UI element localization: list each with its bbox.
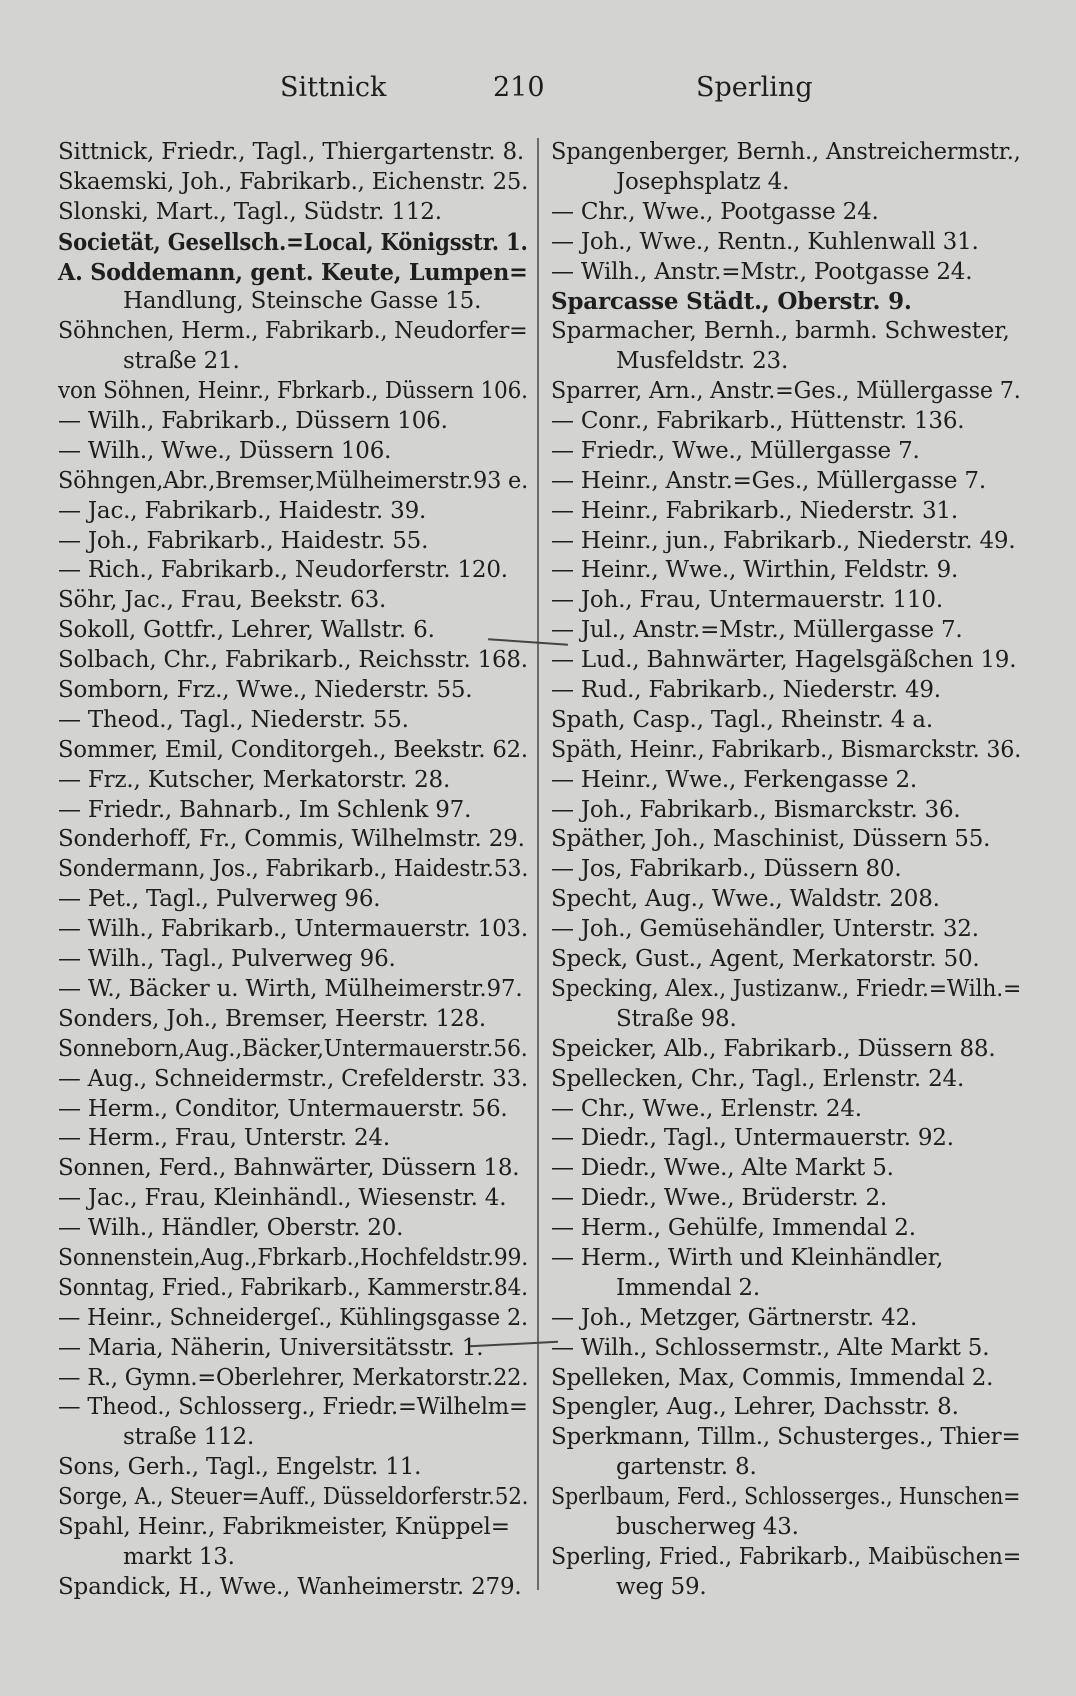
header-last-entry: Sperling [696, 72, 813, 103]
directory-entry: — Wilh., Händler, Oberstr. 20. [58, 1215, 404, 1242]
directory-entry: Späther, Joh., Maschinist, Düssern 55. [551, 826, 991, 853]
directory-entry: — R., Gymn.=Oberlehrer, Merkatorstr.22. [58, 1364, 529, 1391]
directory-entry-continuation: straße 112. [123, 1424, 255, 1451]
directory-entry: Spahl, Heinr., Fabrikmeister, Knüppel= [58, 1513, 510, 1540]
directory-entry: Sonneborn,Aug.,Bäcker,Untermauerstr.56. [58, 1035, 528, 1062]
directory-entry: — Wilh., Schlossermstr., Alte Markt 5. [551, 1334, 990, 1361]
directory-entry: — Jos, Fabrikarb., Düssern 80. [551, 856, 902, 883]
directory-entry: Societät, Gesellsch.=Local, Königsstr. 1. [58, 228, 528, 256]
directory-entry: — Theod., Schlosserg., Friedr.=Wilhelm= [58, 1394, 528, 1421]
directory-entry-continuation: buscherweg 43. [616, 1513, 799, 1540]
directory-entry: Sperlbaum, Ferd., Schlosserges., Hunschen= [551, 1484, 1021, 1511]
directory-entry: Spangenberger, Bernh., Anstreichermstr., [551, 139, 1021, 165]
directory-entry: — Joh., Gemüsehändler, Unterstr. 32. [551, 916, 979, 943]
directory-entry: — Heinr., Wwe., Wirthin, Feldstr. 9. [551, 557, 959, 584]
directory-entry: — Diedr., Tagl., Untermauerstr. 92. [551, 1125, 954, 1152]
directory-entry: Sperkmann, Tillm., Schusterges., Thier= [551, 1424, 1021, 1451]
right-column [551, 138, 1021, 1603]
page-header [0, 72, 1076, 112]
directory-entry: — Jac., Frau, Kleinhändl., Wiesenstr. 4. [58, 1185, 507, 1212]
directory-entry: Söhngen,Abr.,Bremser,Mülheimerstr.93 e. [58, 467, 529, 494]
directory-entry-continuation: Josephsplatz 4. [616, 168, 790, 195]
directory-entry-continuation: Musfeldstr. 23. [616, 348, 789, 375]
directory-entry: Sperling, Fried., Fabrikarb., Maibüschen= [551, 1543, 1022, 1570]
directory-entry: — Wilh., Fabrikarb., Düssern 106. [58, 408, 448, 435]
directory-entry: Speicker, Alb., Fabrikarb., Düssern 88. [551, 1035, 996, 1062]
directory-entry: Spellecken, Chr., Tagl., Erlenstr. 24. [551, 1065, 965, 1092]
directory-entry: — Heinr., jun., Fabrikarb., Niederstr. 49. [551, 527, 1016, 554]
directory-entry: Specht, Aug., Wwe., Waldstr. 208. [551, 886, 940, 913]
directory-entry: Sorge, A., Steuer=Auff., Düsseldorferstr.52. [58, 1484, 529, 1511]
directory-entry: Spelleken, Max, Commis, Immendal 2. [551, 1364, 994, 1391]
directory-entry: — Heinr., Wwe., Ferkengasse 2. [551, 766, 917, 793]
directory-entry: Sondermann, Jos., Fabrikarb., Haidestr.53. [58, 856, 529, 883]
directory-entry: Sonders, Joh., Bremser, Heerstr. 128. [58, 1005, 487, 1032]
directory-entry: Spengler, Aug., Lehrer, Dachsstr. 8. [551, 1394, 959, 1421]
directory-entry: Sparmacher, Bernh., barmh. Schwester, [551, 318, 1010, 345]
directory-entry: Sommer, Emil, Conditorgeh., Beekstr. 62. [58, 736, 528, 763]
directory-entry: — Wilh., Wwe., Düssern 106. [58, 437, 392, 464]
directory-entry: Spath, Casp., Tagl., Rheinstr. 4 a. [551, 706, 933, 733]
directory-entry: von Söhnen, Heinr., Fbrkarb., Düssern 106. [58, 378, 528, 405]
directory-entry: — Heinr., Fabrikarb., Niederstr. 31. [551, 497, 958, 524]
directory-entry: — Herm., Frau, Unterstr. 24. [58, 1125, 390, 1152]
directory-entry-continuation: Straße 98. [616, 1005, 737, 1032]
directory-entry-continuation: markt 13. [123, 1543, 235, 1570]
directory-entry: Sonntag, Fried., Fabrikarb., Kammerstr.84. [58, 1274, 528, 1301]
directory-entry: — Rud., Fabrikarb., Niederstr. 49. [551, 677, 941, 704]
directory-entry: — Joh., Fabrikarb., Bismarckstr. 36. [551, 796, 961, 823]
directory-entry: — Friedr., Wwe., Müllergasse 7. [551, 437, 920, 464]
directory-entry: — Jac., Fabrikarb., Haidestr. 39. [58, 497, 427, 524]
directory-entry: — Wilh., Fabrikarb., Untermauerstr. 103. [58, 916, 528, 943]
directory-entry: Sokoll, Gottfr., Lehrer, Wallstr. 6. [58, 617, 435, 644]
directory-entry: Sittnick, Friedr., Tagl., Thiergartenstr. 8. [58, 139, 525, 165]
directory-entry-continuation: straße 21. [123, 348, 240, 375]
directory-entry: — Diedr., Wwe., Alte Markt 5. [551, 1155, 894, 1182]
directory-entry-continuation: Handlung, Steinsche Gasse 15. [123, 288, 482, 315]
directory-entry: — Joh., Fabrikarb., Haidestr. 55. [58, 527, 429, 554]
directory-entry: Sparcasse Städt., Oberstr. 9. [551, 288, 912, 316]
directory-entry: — Friedr., Bahnarb., Im Schlenk 97. [58, 796, 472, 823]
directory-entry: — Aug., Schneidermstr., Crefelderstr. 33. [58, 1065, 528, 1092]
directory-entry: — Conr., Fabrikarb., Hüttenstr. 136. [551, 408, 965, 435]
directory-entry: — Wilh., Tagl., Pulverweg 96. [58, 946, 396, 973]
column-divider [537, 138, 539, 1590]
directory-entry: — Joh., Frau, Untermauerstr. 110. [551, 587, 943, 614]
directory-entry: — Rich., Fabrikarb., Neudorferstr. 120. [58, 557, 508, 584]
directory-entry: — Pet., Tagl., Pulverweg 96. [58, 886, 381, 913]
directory-entry: Somborn, Frz., Wwe., Niederstr. 55. [58, 677, 473, 704]
directory-entry-continuation: gartenstr. 8. [616, 1454, 757, 1481]
directory-entry: A. Soddemann, gent. Keute, Lumpen= [58, 258, 528, 286]
directory-entry: Söhr, Jac., Frau, Beekstr. 63. [58, 587, 387, 614]
directory-entry: — Diedr., Wwe., Brüderstr. 2. [551, 1185, 888, 1212]
directory-entry-continuation: weg 59. [616, 1573, 707, 1600]
directory-entry: — Jul., Anstr.=Mstr., Müllergasse 7. [551, 617, 963, 644]
directory-entry: — Lud., Bahnwärter, Hagelsgäßchen 19. [551, 647, 1017, 674]
directory-entry: — Heinr., Anstr.=Ges., Müllergasse 7. [551, 467, 986, 494]
directory-entry: Sonnenstein,Aug.,Fbrkarb.,Hochfeldstr.99. [58, 1244, 529, 1271]
directory-entry: — Theod., Tagl., Niederstr. 55. [58, 706, 409, 733]
directory-entry: Sonderhoff, Fr., Commis, Wilhelmstr. 29. [58, 826, 525, 853]
left-column [58, 138, 528, 1603]
directory-entry: Solbach, Chr., Fabrikarb., Reichsstr. 168. [58, 647, 528, 674]
directory-entry: — Wilh., Anstr.=Mstr., Pootgasse 24. [551, 258, 973, 285]
directory-entry: Speck, Gust., Agent, Merkatorstr. 50. [551, 946, 980, 973]
directory-entry: Späth, Heinr., Fabrikarb., Bismarckstr. 36. [551, 736, 1022, 763]
directory-entry: — Maria, Näherin, Universitätsstr. 1. [58, 1334, 484, 1361]
directory-entry: Sparrer, Arn., Anstr.=Ges., Müllergasse 7. [551, 378, 1021, 405]
page-number: 210 [493, 72, 545, 103]
directory-entry: Spandick, H., Wwe., Wanheimerstr. 279. [58, 1573, 522, 1600]
header-first-entry: Sittnick [280, 72, 387, 103]
directory-entry: — Herm., Wirth und Kleinhändler, [551, 1244, 944, 1271]
directory-entry: Söhnchen, Herm., Fabrikarb., Neudorfer= [58, 318, 528, 345]
directory-entry: — Heinr., Schneidergeſ., Kühlingsgasse 2. [58, 1304, 528, 1331]
directory-entry: — Joh., Wwe., Rentn., Kuhlenwall 31. [551, 228, 979, 255]
directory-entry: — Herm., Conditor, Untermauerstr. 56. [58, 1095, 508, 1122]
directory-entry: — Chr., Wwe., Pootgasse 24. [551, 198, 879, 225]
directory-entry: Skaemski, Joh., Fabrikarb., Eichenstr. 25. [58, 168, 529, 195]
directory-entry: Specking, Alex., Justizanw., Friedr.=Wilh.= [551, 975, 1022, 1002]
directory-entry: — Frz., Kutscher, Merkatorstr. 28. [58, 766, 451, 793]
directory-entry: Slonski, Mart., Tagl., Südstr. 112. [58, 198, 442, 225]
directory-entry: — Chr., Wwe., Erlenstr. 24. [551, 1095, 862, 1122]
directory-entry: Sons, Gerh., Tagl., Engelstr. 11. [58, 1454, 422, 1481]
directory-entry: — Joh., Metzger, Gärtnerstr. 42. [551, 1304, 918, 1331]
directory-entry: — Herm., Gehülfe, Immendal 2. [551, 1215, 916, 1242]
directory-entry: — W., Bäcker u. Wirth, Mülheimerstr.97. [58, 975, 523, 1002]
directory-entry: Sonnen, Ferd., Bahnwärter, Düssern 18. [58, 1155, 520, 1182]
directory-entry-continuation: Immendal 2. [616, 1274, 760, 1301]
